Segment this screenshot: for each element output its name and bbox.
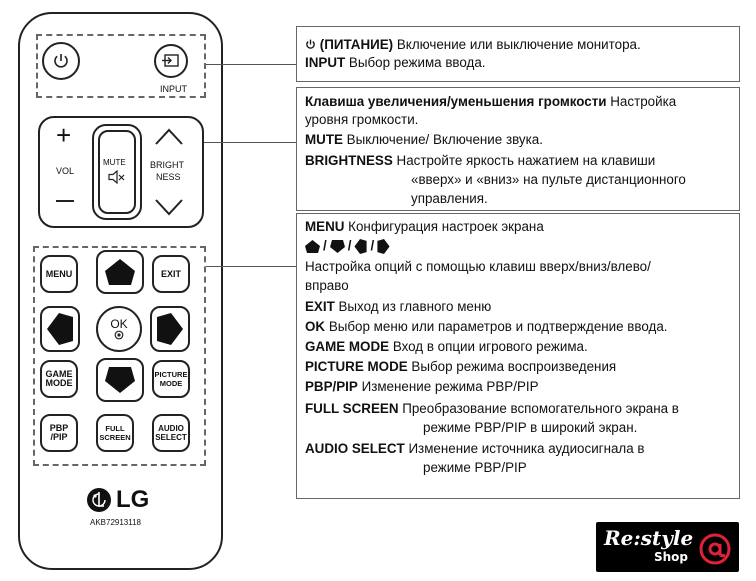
game-mode-label-2: MODE	[45, 378, 73, 388]
full-label-1: FULL	[105, 424, 125, 433]
full-row	[305, 400, 679, 418]
mute-desc: Выключение/ Включение звука.	[346, 132, 543, 147]
picture-desc: Выбор режима воспроизведения	[411, 359, 617, 374]
audio-label-2: SELECT	[155, 433, 187, 442]
game-mode-label-1: GAME	[45, 369, 73, 379]
vol-row	[305, 93, 676, 111]
connector-3	[206, 266, 296, 267]
audio-row	[305, 440, 645, 458]
connector-2	[204, 142, 296, 143]
pbp-row	[305, 378, 539, 396]
volume-panel	[296, 87, 740, 211]
game-desc: Вход в опции игрового режима.	[392, 339, 588, 354]
exit-desc: Выход из главного меню	[338, 299, 492, 314]
pbp-term: PBP/PIP	[305, 379, 358, 394]
power-icon	[305, 39, 316, 50]
power-input-panel	[296, 26, 740, 82]
watermark-brand: Re:style	[604, 526, 694, 550]
left-button[interactable]	[40, 306, 80, 352]
bright-up-icon[interactable]	[154, 128, 184, 146]
down-button[interactable]	[96, 358, 144, 402]
input-term: INPUT	[305, 55, 346, 70]
menu-desc: Конфигурация настроек экрана	[348, 219, 544, 234]
bright-down-icon[interactable]	[154, 198, 184, 216]
ok-dot-icon	[114, 330, 124, 340]
lg-logo-icon	[86, 487, 112, 513]
game-mode-button[interactable]	[40, 360, 78, 398]
arrows-desc-2: вправо	[305, 278, 349, 293]
picture-mode-label-2: MODE	[159, 379, 183, 388]
pbp-label-2: /PIP	[50, 432, 68, 442]
pbp-pip-button[interactable]	[40, 414, 78, 452]
game-term: GAME MODE	[305, 339, 390, 354]
arrow-down-icon	[105, 367, 135, 393]
vol-up-icon[interactable]: +	[56, 120, 72, 150]
right-button[interactable]	[150, 306, 190, 352]
audio-desc-1: Изменение источника аудиосигнала в	[408, 441, 645, 456]
input-row	[305, 54, 486, 72]
pbp-desc: Изменение режима PBP/PIP	[361, 379, 539, 394]
ok-button[interactable]	[96, 306, 142, 352]
arrow-icons-row: / / /	[305, 237, 390, 255]
power-button[interactable]	[42, 42, 80, 80]
audio-select-button[interactable]	[152, 414, 190, 452]
vol-desc-1: Настройка	[610, 94, 677, 109]
input-label: INPUT	[160, 84, 187, 94]
power-term: (ПИТАНИЕ)	[319, 37, 394, 52]
bright-label-1: BRIGHT	[150, 160, 185, 170]
exit-term: EXIT	[305, 299, 335, 314]
full-term: FULL SCREEN	[305, 401, 399, 416]
connector-1	[206, 64, 296, 65]
arrow-down-icon	[330, 240, 345, 253]
menu-row	[305, 218, 544, 236]
exit-row	[305, 298, 491, 316]
bright-term: BRIGHTNESS	[305, 153, 393, 168]
picture-term: PICTURE MODE	[305, 359, 408, 374]
exit-button[interactable]: EXIT	[152, 255, 190, 293]
ok-desc: Выбор меню или параметров и подтверждение ввода.	[328, 319, 668, 334]
up-button[interactable]	[96, 250, 144, 294]
arrows-desc-1: Настройка опций с помощью клавиш вверх/вниз/влево/	[305, 259, 651, 274]
vol-term: Клавиша увеличения/уменьшения громкости	[305, 94, 607, 109]
arrow-up-icon	[305, 240, 320, 253]
bright-row	[305, 152, 655, 170]
watermark-sub: Shop	[654, 550, 689, 564]
menu-button[interactable]: MENU	[40, 255, 78, 293]
vol-label: VOL	[56, 166, 75, 176]
input-button[interactable]	[154, 44, 188, 78]
full-label-2: SCREEN	[99, 433, 131, 442]
vol-down-icon[interactable]	[56, 200, 74, 202]
input-desc: Выбор режима ввода.	[348, 55, 486, 70]
input-icon	[162, 53, 180, 69]
menu-panel	[296, 213, 740, 499]
audio-label-1: AUDIO	[158, 424, 184, 433]
ok-term: OK	[305, 319, 326, 334]
full-desc-2: режиме PBP/PIP в широкий экран.	[423, 420, 638, 435]
bright-label-2: NESS	[156, 172, 181, 182]
speaker-muted-icon	[108, 170, 126, 184]
lg-logo-text: LG	[116, 486, 150, 513]
bright-desc-3: управления.	[411, 191, 488, 206]
full-desc-1: Преобразование вспомогательного экрана в	[402, 401, 679, 416]
mute-row	[305, 131, 543, 149]
arrow-left-icon	[354, 239, 367, 254]
arrow-right-icon	[157, 313, 183, 345]
vol-desc-2: уровня громкости.	[305, 112, 419, 127]
audio-desc-2: режиме PBP/PIP	[423, 460, 527, 475]
bright-desc-1: Настройте яркость нажатием на клавиши	[396, 153, 656, 168]
power-desc: Включение или выключение монитора.	[396, 37, 641, 52]
pbp-label-1: PBP	[49, 423, 69, 433]
ok-label: OK	[110, 317, 128, 331]
arrow-left-icon	[47, 313, 73, 345]
arrow-up-icon	[105, 259, 135, 285]
mute-term: MUTE	[305, 132, 343, 147]
full-screen-button[interactable]	[96, 414, 134, 452]
lg-logo	[86, 486, 149, 514]
model-number: AKB72913118	[90, 518, 142, 527]
game-row	[305, 338, 588, 356]
picture-row	[305, 358, 616, 376]
watermark-at-icon	[698, 532, 732, 566]
menu-term: MENU	[305, 219, 345, 234]
watermark-badge	[596, 522, 739, 572]
power-row	[305, 36, 641, 54]
picture-mode-button[interactable]	[152, 360, 190, 398]
mute-label: MUTE	[103, 158, 126, 167]
ok-row	[305, 318, 668, 336]
power-icon	[52, 52, 70, 70]
arrow-right-icon	[377, 239, 390, 254]
bright-desc-2: «вверх» и «вниз» на пульте дистанционного	[411, 172, 686, 187]
audio-term: AUDIO SELECT	[305, 441, 405, 456]
picture-mode-label-1: PICTURE	[154, 370, 188, 379]
